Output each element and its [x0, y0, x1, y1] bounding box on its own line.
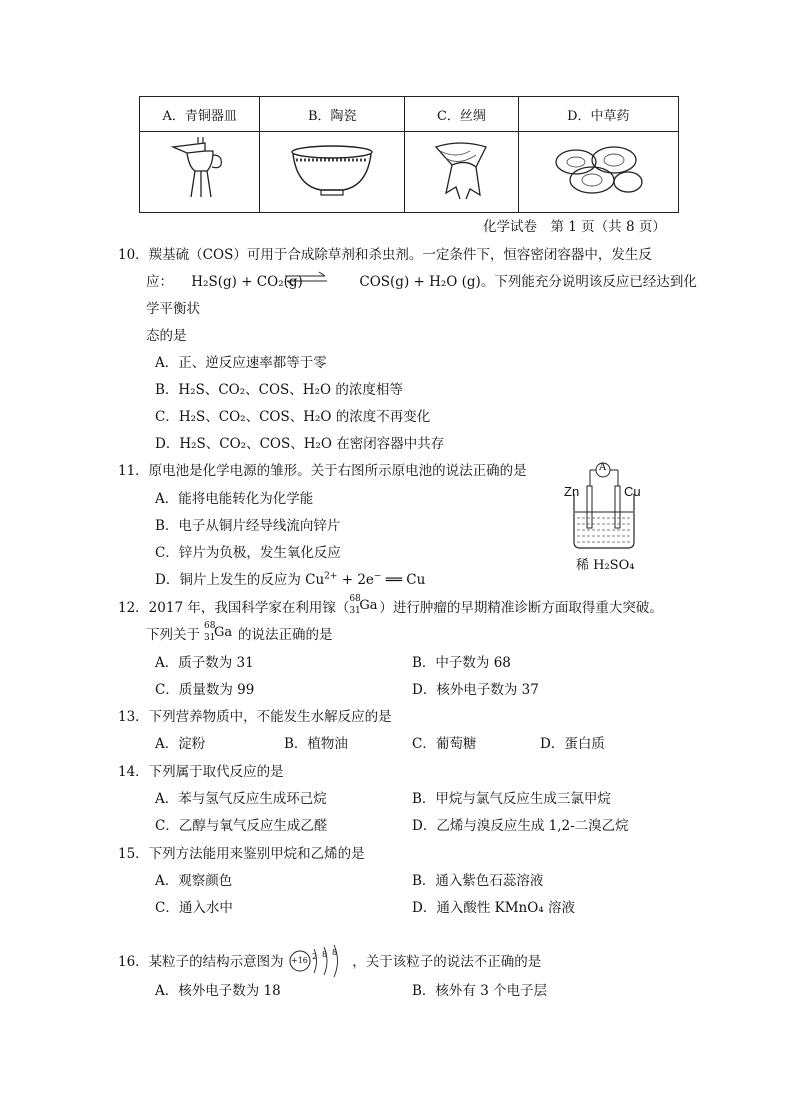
q12-option-d: D．核外电子数为 37	[412, 682, 539, 698]
q14-stem: 14．下列属于取代反应的是	[118, 764, 284, 780]
q11-d-electron-charge: −	[373, 571, 382, 582]
q11-d-electrons: + 2e	[337, 572, 374, 588]
q16-option-a: A．核外电子数为 18	[155, 983, 281, 999]
q16-stem-part1: 16．某粒子的结构示意图为	[118, 954, 284, 970]
q10-stem-line3: 学平衡状	[146, 301, 200, 317]
shell-1-count: 2	[311, 951, 318, 961]
shell-2-count: 8	[321, 949, 328, 959]
q15-option-b: B．通入紫色石蕊溶液	[412, 873, 544, 889]
q13-stem: 13．下列营养物质中，不能发生水解反应的是	[118, 709, 392, 725]
isotope-symbol: Ga	[214, 624, 233, 640]
q11-option-d	[155, 568, 425, 588]
porcelain-bowl-cell	[260, 132, 405, 213]
q10-products: COS(g) + H₂O (g)。下列能充分说明该反应已经达到化	[359, 274, 697, 290]
atomic-structure-diagram	[288, 947, 348, 973]
q10-reactants: H₂S(g) + CO₂(g)	[191, 274, 303, 290]
q14-option-c: C．乙醇与氧气反应生成乙醛	[155, 818, 328, 834]
q12-stem-part1: 12．2017 年，我国科学家在利用镓（	[118, 600, 350, 616]
herbal-medicine-icon	[548, 140, 648, 200]
gallium-isotope	[349, 593, 379, 618]
option-d-header: D．中草药	[518, 97, 678, 132]
q10-option-b: B．H₂S、CO₂、COS、H₂O 的浓度相等	[155, 382, 403, 398]
gallium-isotope-2	[204, 620, 234, 645]
q15-stem: 15．下列方法能用来鉴别甲烷和乙烯的是	[118, 846, 365, 862]
copper-electrode-label: Cu	[624, 484, 641, 499]
isotope-mass: 68	[204, 620, 216, 631]
galvanic-cell-icon	[560, 460, 650, 560]
q11-d-text: D．铜片上发生的反应为 Cu	[155, 572, 325, 588]
page-footer: 化学试卷 第 1 页（共 8 页）	[483, 219, 666, 235]
silk-scarf-cell	[405, 132, 519, 213]
options-table	[139, 96, 679, 213]
q13-option-a: A．淀粉	[155, 736, 206, 752]
q12-stem2-part1: 下列关于	[146, 627, 200, 643]
q15-option-c: C．通入水中	[155, 900, 233, 916]
q11-stem: 11．原电池是化学电源的雏形。关于右图所示原电池的说法正确的是	[118, 463, 527, 479]
q10-line2-prefix: 应：	[146, 274, 173, 290]
q16-stem-part2: ，关于该粒子的说法不正确的是	[352, 954, 542, 970]
isotope-mass: 68	[349, 593, 361, 604]
electrolyte-label: 稀 H₂SO₄	[576, 558, 635, 573]
q12-stem2-part2: 的说法正确的是	[238, 627, 333, 643]
q12-stem-part2: ）进行肿瘤的早期精准诊断方面取得重大突破。	[379, 600, 663, 616]
q14-option-a: A．苯与氢气反应生成环己烷	[155, 791, 327, 807]
option-c-header: C．丝绸	[405, 97, 519, 132]
q14-option-b: B．甲烷与氯气反应生成三氯甲烷	[412, 791, 611, 807]
zinc-electrode-label: Zn	[564, 484, 580, 499]
herbal-medicine-cell	[518, 132, 678, 213]
q16-option-b: B．核外有 3 个电子层	[412, 983, 548, 999]
q16-stem	[118, 947, 542, 973]
q11-d-charge: 2+	[324, 571, 338, 582]
isotope-number: 31	[204, 632, 216, 643]
bronze-vessel-icon	[165, 137, 235, 203]
q13-option-c: C．葡萄糖	[412, 736, 477, 752]
isotope-symbol: Ga	[359, 597, 378, 613]
galvanic-cell-diagram	[560, 460, 650, 575]
q12-option-c: C．质量数为 99	[155, 682, 255, 698]
q10-stem-line1: 10．羰基硫（COS）可用于合成除草剂和杀虫剂。一定条件下，恒容密闭容器中，发生反	[118, 247, 652, 263]
ammeter-label: A	[599, 462, 607, 473]
q14-option-d: D．乙烯与溴反应生成 1,2-二溴乙烷	[412, 818, 629, 834]
q13-option-b: B．植物油	[284, 736, 348, 752]
silk-scarf-icon	[426, 137, 496, 203]
q12-stem-line2	[146, 620, 333, 645]
q10-stem-line2	[146, 270, 697, 290]
shell-3-count: 8	[331, 947, 338, 957]
option-a-header: A．青铜器皿	[140, 97, 260, 132]
isotope-number: 31	[349, 605, 361, 616]
q15-option-d: D．通入酸性 KMnO₄ 溶液	[412, 900, 575, 916]
q11-option-c: C．锌片为负极，发生氧化反应	[155, 545, 341, 561]
q11-d-product: ══ Cu	[381, 572, 426, 588]
q12-option-b: B．中子数为 68	[412, 655, 511, 671]
q10-option-c: C．H₂S、CO₂、COS、H₂O 的浓度不再变化	[155, 409, 431, 425]
q10-option-a: A．正、逆反应速率都等于零	[155, 355, 327, 371]
nucleus-charge: +16	[290, 955, 308, 965]
bronze-vessel-cell	[140, 132, 260, 213]
option-b-header: B．陶瓷	[260, 97, 405, 132]
q15-option-a: A．观察颜色	[155, 873, 233, 889]
q11-option-b: B．电子从铜片经导线流向锌片	[155, 518, 341, 534]
q12-stem-line1	[118, 593, 663, 618]
q12-option-a: A．质子数为 31	[155, 655, 254, 671]
q10-stem-line4: 态的是	[146, 328, 187, 344]
q11-option-a: A．能将电能转化为化学能	[155, 491, 314, 507]
q13-option-d: D．蛋白质	[540, 736, 605, 752]
q10-option-d: D．H₂S、CO₂、COS、H₂O 在密闭容器中共存	[155, 436, 445, 452]
porcelain-bowl-icon	[287, 140, 377, 200]
equilibrium-arrows	[283, 268, 329, 288]
